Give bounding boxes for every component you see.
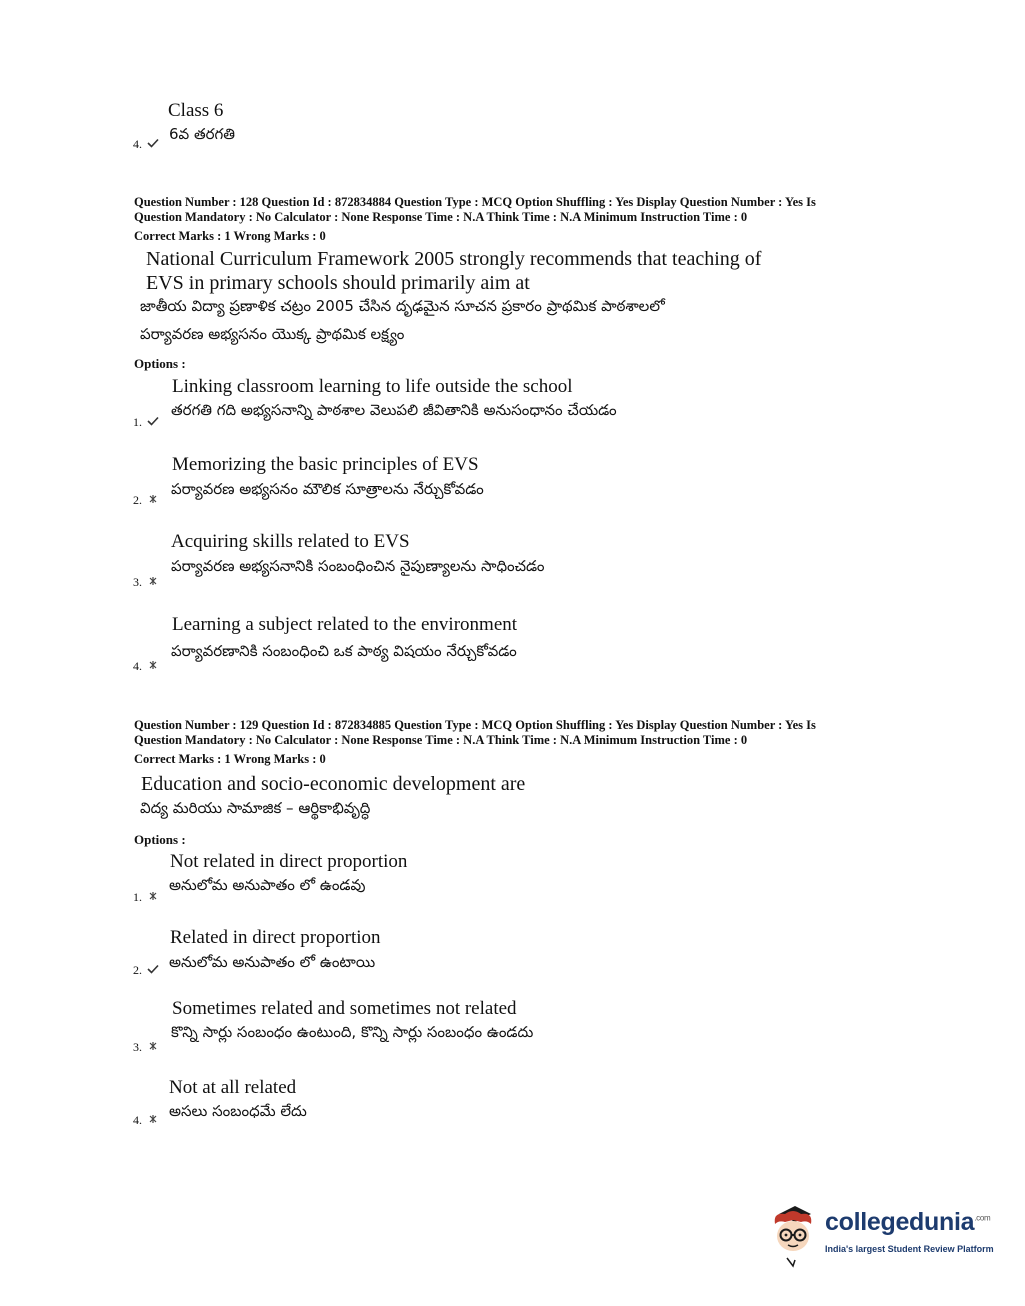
collegedunia-logo bbox=[765, 1198, 995, 1268]
cross-icon bbox=[147, 1041, 159, 1051]
cross-icon bbox=[147, 891, 159, 901]
q129-option-4-marker bbox=[133, 1113, 159, 1128]
option-number: 2. bbox=[133, 493, 142, 507]
q129-option-1-marker bbox=[133, 890, 159, 905]
option-number: 4. bbox=[133, 137, 142, 151]
q129-option-3-marker bbox=[133, 1040, 159, 1055]
q129-option-2-telugu: అనులోమ అనుపాతం లో ఉంటాయి bbox=[169, 953, 376, 971]
q128-option-4-telugu: పర్యావరణానికి సంబంధించి ఒక పాఠ్య విషయం నేర్చుకోవడం bbox=[171, 642, 517, 660]
option-number: 3. bbox=[133, 575, 142, 589]
q128-meta-line1: Question Number : 128 Question Id : 872834884 Question Type : MCQ Option Shuffling : Yes Display Question Number : Yes Is bbox=[134, 195, 816, 209]
q129-meta-line2: Question Mandatory : No Calculator : None Response Time : N.A Think Time : N.A Minimum Instruction Time : 0 bbox=[134, 733, 748, 747]
q128-question-english-2: EVS in primary schools should primarily aim at bbox=[146, 272, 530, 294]
q129-option-1-english: Not related in direct proportion bbox=[170, 851, 408, 872]
q129-marks: Correct Marks : 1 Wrong Marks : 0 bbox=[134, 752, 326, 766]
q128-option-2-telugu: పర్యావరణ అభ్యసనం మౌలిక సూత్రాలను నేర్చుకోవడం bbox=[171, 480, 484, 498]
check-icon bbox=[147, 138, 159, 148]
cross-icon bbox=[147, 494, 159, 504]
q129-question-english: Education and socio-economic development are bbox=[141, 773, 526, 795]
prev-option-4-number bbox=[133, 137, 159, 152]
q128-meta-line2: Question Mandatory : No Calculator : None Response Time : N.A Think Time : N.A Minimum Instruction Time : 0 bbox=[134, 210, 748, 224]
q128-option-2-marker bbox=[133, 493, 159, 508]
logo-suffix: .com bbox=[974, 1213, 991, 1223]
option-number: 1. bbox=[133, 415, 142, 429]
q128-options-label: Options : bbox=[134, 356, 186, 371]
q128-question-telugu-1: జాతీయ విద్యా ప్రణాళిక చట్రం 2005 చేసిన దృఢమైన సూచన ప్రకారం ప్రాథమిక పాఠశాలలో bbox=[140, 297, 665, 315]
cross-icon bbox=[147, 576, 159, 586]
q128-option-4-marker bbox=[133, 659, 159, 674]
option-number: 3. bbox=[133, 1040, 142, 1054]
q128-option-3-marker bbox=[133, 575, 159, 590]
q129-options-label: Options : bbox=[134, 832, 186, 847]
logo-wordmark bbox=[825, 1208, 990, 1237]
prev-option-4-telugu: 6వ తరగతి bbox=[169, 125, 236, 143]
q128-option-1-english: Linking classroom learning to life outside the school bbox=[172, 376, 573, 397]
cross-icon bbox=[147, 660, 159, 670]
q128-question-english-1: National Curriculum Framework 2005 strongly recommends that teaching of bbox=[146, 248, 762, 270]
q129-option-4-english: Not at all related bbox=[169, 1077, 297, 1098]
prev-option-4-english: Class 6 bbox=[168, 100, 224, 121]
q129-option-3-english: Sometimes related and sometimes not related bbox=[172, 998, 517, 1019]
option-number: 4. bbox=[133, 659, 142, 673]
logo-name: collegedunia bbox=[825, 1208, 975, 1236]
q128-option-3-telugu: పర్యావరణ అభ్యసనానికి సంబంధించిన నైపుణ్యాలను సాధించడం bbox=[171, 557, 545, 575]
option-number: 2. bbox=[133, 963, 142, 977]
q129-option-2-marker bbox=[133, 963, 159, 978]
q129-meta-line1: Question Number : 129 Question Id : 872834885 Question Type : MCQ Option Shuffling : Yes Display Question Number : Yes Is bbox=[134, 718, 816, 732]
q129-option-2-english: Related in direct proportion bbox=[170, 927, 381, 948]
check-icon bbox=[147, 964, 159, 974]
q129-option-3-telugu: కొన్ని సార్లు సంబంధం ఉంటుంది, కొన్ని సార్లు సంబంధం ఉండదు bbox=[171, 1023, 534, 1041]
option-number: 1. bbox=[133, 890, 142, 904]
mascot-icon bbox=[765, 1198, 823, 1268]
q128-option-1-telugu: తరగతి గది అభ్యసనాన్ని పాఠశాల వెలుపలి జీవితానికి అనుసంధానం చేయడం bbox=[171, 401, 617, 419]
check-icon bbox=[147, 416, 159, 426]
q128-option-2-english: Memorizing the basic principles of EVS bbox=[172, 454, 479, 475]
q129-option-4-telugu: అసలు సంబంధమే లేదు bbox=[169, 1102, 307, 1120]
q129-option-1-telugu: అనులోమ అనుపాతం లో ఉండవు bbox=[169, 876, 366, 894]
option-number: 4. bbox=[133, 1113, 142, 1127]
q128-question-telugu-2: పర్యావరణ అభ్యసనం యొక్క ప్రాథమిక లక్ష్యం bbox=[140, 325, 405, 343]
q128-option-1-marker bbox=[133, 415, 159, 430]
q129-question-telugu: విద్య మరియు సామాజిక – ఆర్థికాభివృద్ధి bbox=[140, 799, 371, 817]
cross-icon bbox=[147, 1114, 159, 1124]
q128-option-3-english: Acquiring skills related to EVS bbox=[171, 531, 410, 552]
q128-marks: Correct Marks : 1 Wrong Marks : 0 bbox=[134, 229, 326, 243]
logo-tagline: India's largest Student Review Platform bbox=[825, 1244, 994, 1254]
q128-option-4-english: Learning a subject related to the environment bbox=[172, 614, 518, 635]
